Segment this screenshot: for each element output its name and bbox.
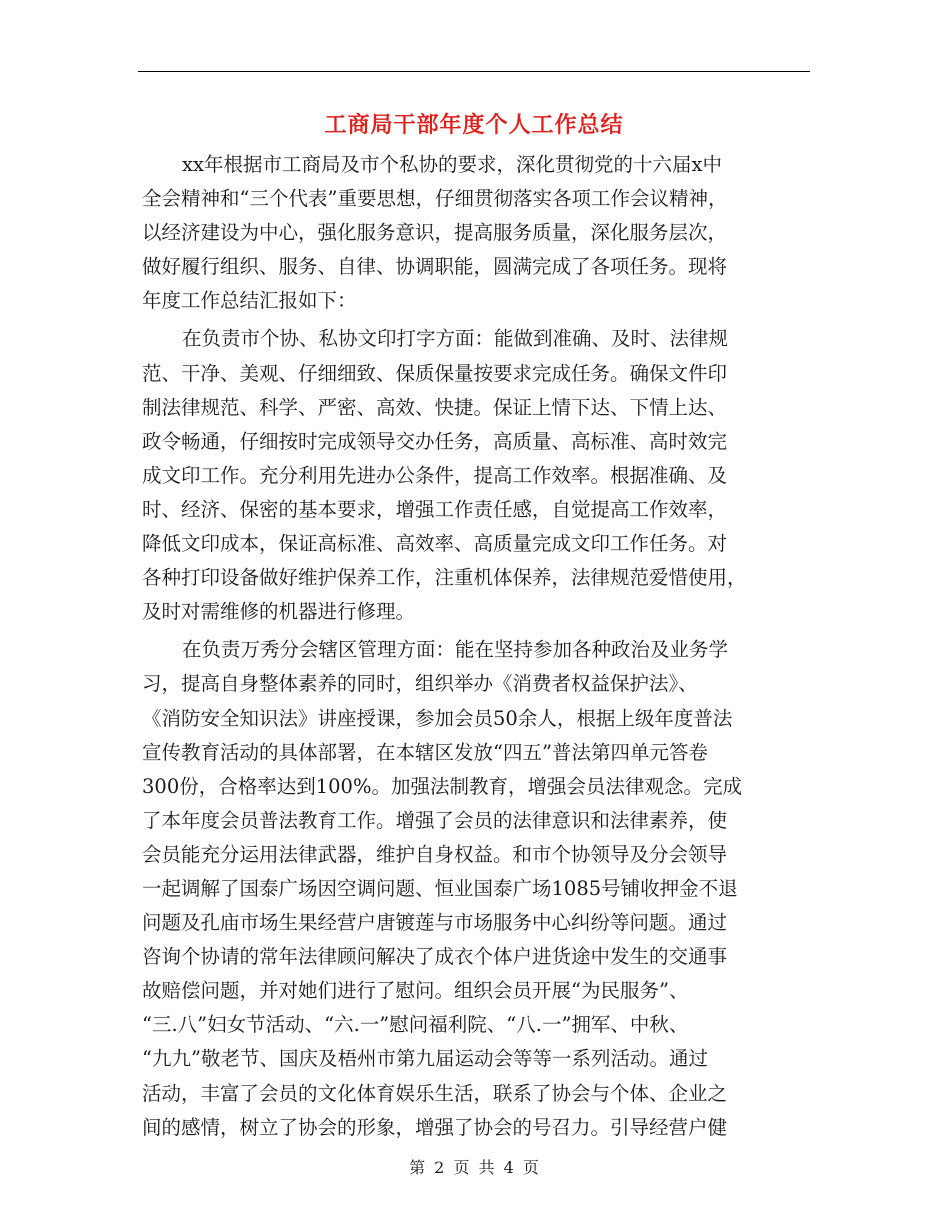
paragraph-line: 及时对需维修的机器进行修理。: [142, 600, 416, 624]
paragraph-line: 习，提高自身整体素养的同时，组织举办《消费者权益保护法》、: [142, 672, 698, 696]
paragraph-line: 《消防安全知识法》讲座授课，参加会员50余人，根据上级年度普法: [142, 706, 733, 730]
paragraph-line: 降低文印成本，保证高标准、高效率、高质量完成文印工作任务。对: [142, 532, 728, 556]
paragraph-line: 全会精神和“三个代表”重要思想，仔细贯彻落实各项工作会议精神，: [142, 187, 728, 211]
paragraph-line: 年度工作总结汇报如下：: [142, 289, 357, 313]
paragraph-line: xx年根据市工商局及市个私协的要求，深化贯彻党的十六届x中: [182, 153, 722, 176]
paragraph-line: 以经济建设为中心，强化服务意识，提高服务质量，深化服务层次，: [142, 221, 728, 245]
paragraph-line: 政令畅通，仔细按时完成领导交办任务，高质量、高标准、高时效完: [142, 429, 728, 453]
paragraph-line: 做好履行组织、服务、自律、协调职能，圆满完成了各项任务。现将: [142, 255, 728, 279]
document-body: [142, 148, 812, 1145]
paragraph-1: [142, 148, 812, 318]
paragraph-line: 咨询个协请的常年法律顾问解决了成衣个体户进货途中发生的交通事: [142, 945, 728, 969]
paragraph-line: 问题及孔庙市场生果经营户唐镀莲与市场服务中心纠纷等问题。通过: [142, 911, 728, 935]
header-rule: [138, 71, 810, 72]
paragraph-line: 宣传教育活动的具体部署，在本辖区发放“四五”普法第四单元答卷: [142, 740, 708, 764]
paragraph-line: 在负责万秀分会辖区管理方面：能在坚持参加各种政治及业务学: [182, 638, 729, 662]
paragraph-line: 300份，合格率达到100%。加强法制教育，增强会员法律观念。完成: [142, 774, 742, 798]
paragraph-line: 各种打印设备做好维护保养工作，注重机体保养，法律规范爱惜使用，: [142, 566, 747, 590]
paragraph-line: “三.八”妇女节活动、“六.一”慰问福利院、“八.一”拥军、中秋、: [142, 1013, 689, 1037]
paragraph-line: 了本年度会员普法教育工作。增强了会员的法律意识和法律素养，使: [142, 808, 728, 832]
document-title: 工商局干部年度个人工作总结: [324, 112, 624, 138]
paragraph-line: 间的感情，树立了协会的形象，增强了协会的号召力。引导经营户健: [142, 1115, 728, 1139]
paragraph-2: [142, 322, 812, 629]
paragraph-line: 会员能充分运用法律武器，维护自身权益。和市个协领导及分会领导: [142, 842, 728, 866]
paragraph-3: [142, 633, 812, 1144]
paragraph-line: “九九”敬老节、国庆及梧州市第九届运动会等等一系列活动。通过: [142, 1047, 708, 1071]
paragraph-line: 范、干净、美观、仔细细致、保质保量按要求完成任务。确保文件印: [142, 361, 728, 385]
paragraph-line: 活动，丰富了会员的文化体育娱乐生活，联系了协会与个体、企业之: [142, 1081, 728, 1105]
paragraph-line: 一起调解了国泰广场因空调问题、恒业国泰广场1085号铺收押金不退: [142, 876, 738, 900]
paragraph-line: 制法律规范、科学、严密、高效、快捷。保证上情下达、下情上达、: [142, 395, 728, 419]
paragraph-line: 在负责市个协、私协文印打字方面：能做到准确、及时、法律规: [182, 327, 729, 351]
page-number: 第 2 页 共 4 页: [409, 1158, 541, 1177]
paragraph-line: 故赔偿问题，并对她们进行了慰问。组织会员开展“为民服务”、: [142, 979, 689, 1003]
paragraph-line: 成文印工作。充分利用先进办公条件，提高工作效率。根据准确、及: [142, 463, 728, 487]
paragraph-line: 时、经济、保密的基本要求，增强工作责任感，自觉提高工作效率，: [142, 497, 728, 521]
